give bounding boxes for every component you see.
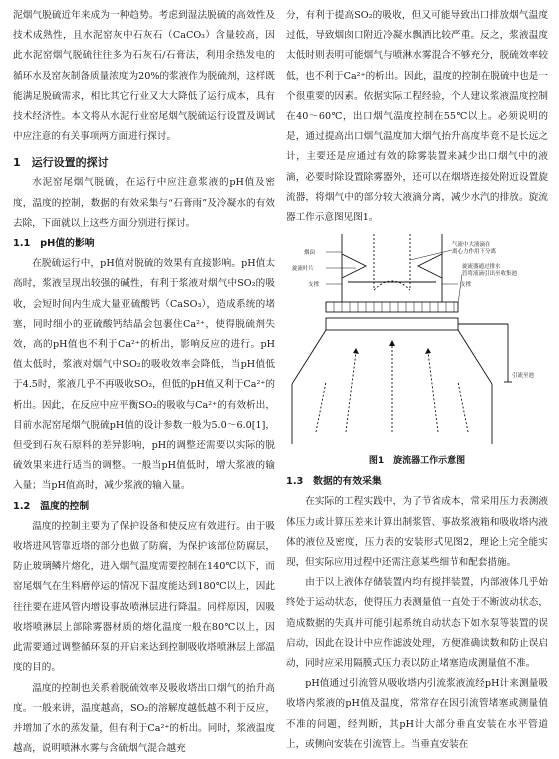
subsection-1-2-paragraph-2: 温度的控制也关系着脱硫效率及吸收塔出口烟气的抬升高度。一般来讲，温度越高，SO₂的溶解度越低越不利于反应，并增加了水的蒸发量，但有利于Ca²⁺的析出。同时，浆液温度越高，说明喷淋水雾与含硫烟气混合越充 [13, 679, 275, 759]
label-spiral-blade: 旋流叶片 [292, 264, 315, 272]
subsection-1-1-paragraph: 在脱硫运行中，pH值对脱硫的效果有直接影响。pH值太高时，浆液呈现出较强的碱性，有利于浆液对烟气中SO₂的吸收，会短时间内生成大量亚硫酸钙（CaSO₃），造成系统的堵塞，同时细小的亚硫酸钙结晶会包裹住Ca²⁺，使得脱硫剂失效，高的pH值也不利于Ca²⁺的析出，影响反应的进行。pH值太低时，浆液对烟气中SO₂的吸收效率会降低，当pH值低于4.5时，浆液几乎不再吸收SO₂，但低的pH值又利于Ca²⁺的析出。因此，在反应中应平衡SO₂的吸收与Ca²⁺的有效析出，目前水泥窑尾烟气脱硫pH值的设计参数一般为5.0～6.0[1]，但受到石灰石原料的差异影响，pH的调整还需要以实际的脱硫效果来进行适当的调整。一般当pH值低时，增大浆液的输入量；当pH值高时，减少浆液的输入量。 [13, 254, 275, 496]
subsection-1-1-heading: 1.1 pH值的影响 [13, 234, 275, 254]
intro-paragraph: 泥烟气脱硫近年来成为一种趋势。考虑到湿法脱硫的高效性及技术成熟性，且水泥窑灰中石灰石（CaCO₃）含量较高，因此水泥窑烟气脱硫往往多为石灰石/石膏法，利用余热发电的循环水及窑灰制备质量浓度为20%的浆液作为脱硫剂，这样既能满足脱硫需求，相比其它行业又大大降低了运行成本，具有技术经济性。本文将从水泥行业窑尾烟气脱硫运行设置及调试中应注意的有关事项两方面进行探讨。 [13, 6, 275, 147]
label-drain: 旋流器通过排水 管将液滴引出至收集池 [462, 262, 518, 277]
label-support-right: 支撑 [460, 280, 472, 288]
right-column [286, 6, 548, 755]
subsection-1-3-paragraph-1: 在实际的工程实践中，为了节省成本，常采用压力表测液体压力或计算压差来计算出制浆管、事故浆液箱和吸收塔内液体的液位及密度，压力表的安装形式见图2，理论上完全能实现，但实际应用过程中还需注意某些细节和配套措施。 [286, 492, 548, 573]
label-stack: 烟囱 [304, 248, 316, 256]
subsection-1-3-heading: 1.3 数据的有效采集 [286, 472, 548, 492]
section-1-paragraph: 水泥窑尾烟气脱硫，在运行中应注意浆液的pH值及密度，温度的控制，数据的有效采集与“石膏雨”及冷凝水的有效去除，下面就以上这些方面分别进行探讨。 [13, 173, 275, 234]
section-1-heading: 1 运行设置的探讨 [13, 153, 275, 173]
subsection-1-3-paragraph-2: 由于以上液体存储装置内均有搅拌装置，内部液体几乎始终处于运动状态，使得压力表测量值一直处于不断波动状态，造成数据的失真并可能引起系统自动状态下如水泵等装置的误启动，因此在设计中应作滤波处理，方便准确读数和防止误启动，同时应采用隔膜式压力表以防止堵塞造成测量值不准。 [286, 573, 548, 674]
label-inlet: 引流至池 [512, 371, 535, 379]
subsection-1-2-paragraph-1: 温度的控制主要为了保护设备和使反应有效进行。由于吸收塔进风管靠近塔的部分也做了防腐，为保护该部位防腐层，防止玻璃鳞片熔化，进入烟气温度需要控制在140℃以下，而窑尾烟气在生料磨停运的情况下温度能达到180℃以上，因此往往要在进风管内增设事故喷淋层进行降温。同样原因，因吸收塔喷淋层上部除雾器材质的熔化温度一般在80℃以上，因此需要通过调整循环泵的开启来达到控制吸收塔喷淋层上部温度的目的。 [13, 517, 275, 679]
cyclone-diagram [286, 232, 548, 450]
subsection-1-3-paragraph-3: pH值通过引流管从吸收塔内引流浆液流经pH计来测量吸收塔内浆液的pH值及温度，常常存在因引流管堵塞或测量值不准的问题，经判断，其pH计大部分垂直安装在水平管道上，或侧向安装在引流管上。当垂直安装在 [286, 674, 548, 755]
figure-caption: 图1 旋流器工作示意图 [286, 452, 548, 470]
label-airflow: 气流中大液滴在 离心力作用下分离 [452, 240, 497, 255]
left-column [13, 6, 275, 759]
label-support-left: 支撑 [308, 280, 320, 288]
subsection-1-2-heading: 1.2 温度的控制 [13, 497, 275, 517]
cyclone-figure [286, 232, 548, 450]
continued-paragraph: 分，有利于提高SO₂的吸收，但又可能导致出口排放烟气温度过低，导致烟囱口附近冷凝水飘洒比较严重。反之，浆液温度太低时则表明可能烟气与喷淋水雾混合不够充分，脱硫效率较低，也不利于Ca²⁺的析出。因此，温度的控制在脱硫中也是一个很重要的因素。依据实际工程经验，个人建议浆液温度控制在40～60℃，出口烟气温度控制在55℃以上。必须说明的是，通过提高出口烟气温度加大烟气抬升高度毕竟不是长远之计，主要还是应通过有效的除雾装置来减少出口烟气中的液滴，必要时除设置除雾器外，还可以在烟塔连接处附近设置旋流器，将烟气中的部分较大液滴分离，减少水汽的排放。旋流器工作示意图见图1。 [286, 6, 548, 228]
